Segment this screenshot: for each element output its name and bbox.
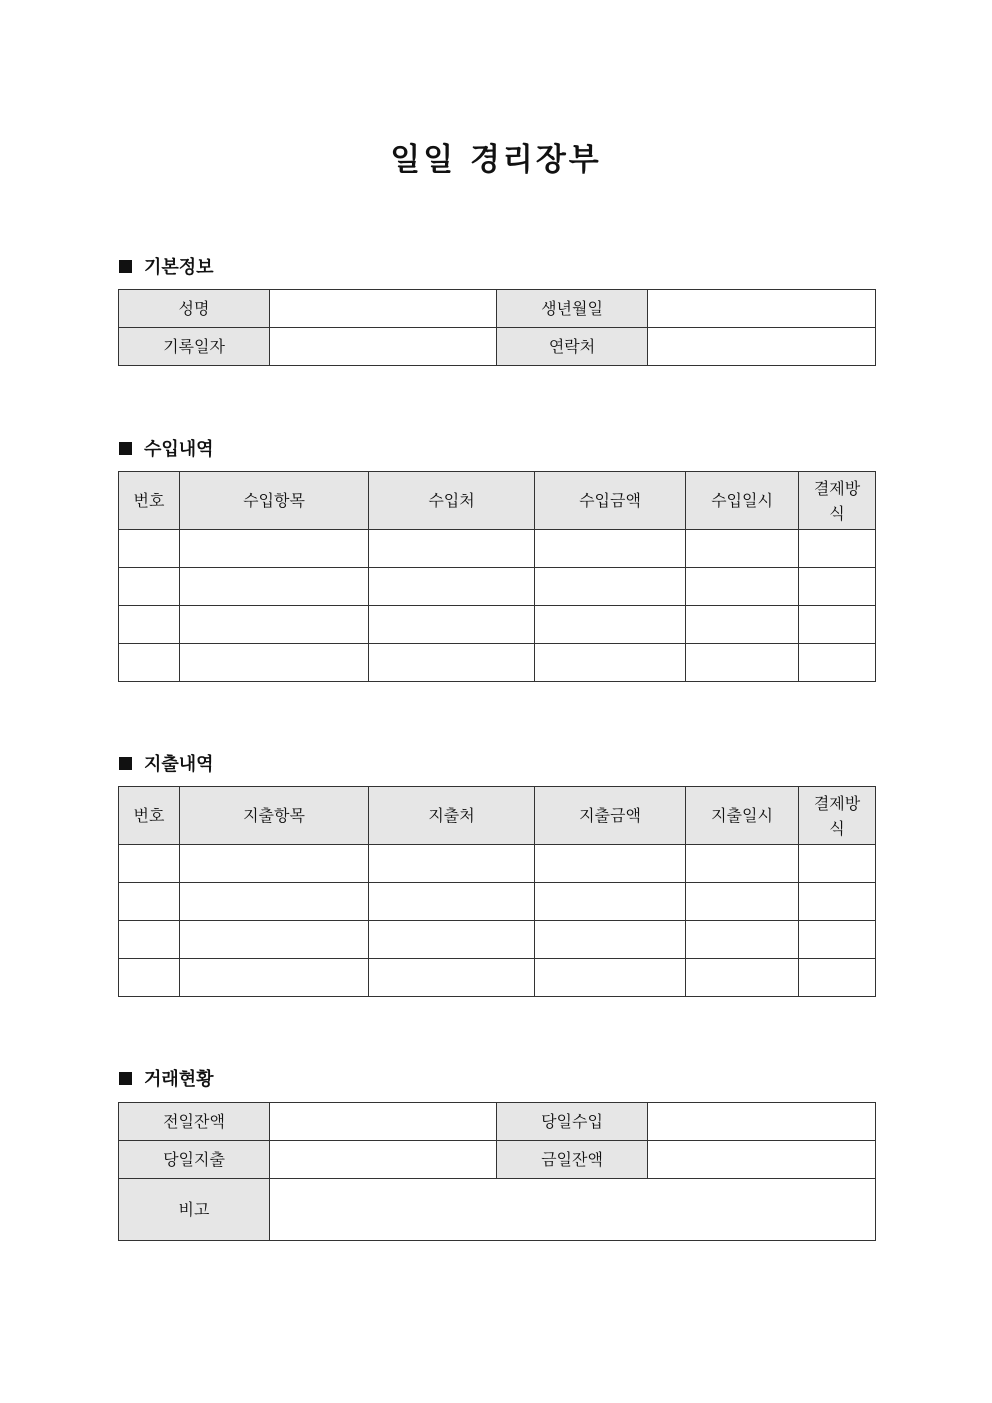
table-cell[interactable]: [180, 883, 369, 921]
income-col-source: 수입처: [369, 472, 535, 530]
expense-col-payment-method: 결제방식: [799, 787, 876, 845]
square-bullet-icon: [119, 260, 132, 273]
table-cell[interactable]: [535, 921, 686, 959]
day-income-label: 당일수입: [497, 1103, 648, 1141]
table-row: [119, 568, 876, 606]
prev-balance-field[interactable]: [270, 1103, 497, 1141]
section-transaction-status: [119, 1065, 214, 1091]
table-row: [119, 530, 876, 568]
section-basic-info: [119, 253, 214, 279]
table-cell[interactable]: [799, 959, 876, 997]
income-col-payment-method: 결제방식: [799, 472, 876, 530]
table-cell[interactable]: [119, 568, 180, 606]
table-cell[interactable]: [535, 959, 686, 997]
income-col-number: 번호: [119, 472, 180, 530]
table-cell[interactable]: [369, 883, 535, 921]
birth-label: 생년월일: [497, 290, 648, 328]
table-row: [119, 644, 876, 682]
table-cell[interactable]: [369, 959, 535, 997]
table-cell[interactable]: [119, 845, 180, 883]
table-cell[interactable]: [686, 883, 799, 921]
table-row: [119, 921, 876, 959]
section-income: [119, 435, 214, 461]
record-date-field[interactable]: [270, 328, 497, 366]
table-cell[interactable]: [180, 959, 369, 997]
table-cell[interactable]: [535, 883, 686, 921]
section-expense: [119, 750, 214, 776]
note-field[interactable]: [270, 1179, 876, 1241]
table-cell[interactable]: [180, 845, 369, 883]
table-cell[interactable]: [119, 644, 180, 682]
table-row: [119, 606, 876, 644]
income-table: [118, 471, 876, 682]
income-col-datetime: 수입일시: [686, 472, 799, 530]
table-cell[interactable]: [369, 606, 535, 644]
table-cell[interactable]: [799, 568, 876, 606]
table-cell[interactable]: [799, 845, 876, 883]
table-cell[interactable]: [119, 959, 180, 997]
prev-balance-label: 전일잔액: [119, 1103, 270, 1141]
table-cell[interactable]: [119, 921, 180, 959]
table-cell[interactable]: [369, 845, 535, 883]
expense-col-amount: 지출금액: [535, 787, 686, 845]
day-income-field[interactable]: [648, 1103, 876, 1141]
table-cell[interactable]: [535, 845, 686, 883]
basic-info-table: [118, 289, 876, 366]
table-cell[interactable]: [686, 644, 799, 682]
expense-col-payee: 지출처: [369, 787, 535, 845]
transaction-status-table: [118, 1102, 876, 1241]
table-row: [119, 845, 876, 883]
expense-col-datetime: 지출일시: [686, 787, 799, 845]
day-expense-label: 당일지출: [119, 1141, 270, 1179]
table-cell[interactable]: [369, 644, 535, 682]
table-cell[interactable]: [799, 883, 876, 921]
section-heading: 기본정보: [144, 257, 214, 278]
table-cell[interactable]: [686, 959, 799, 997]
income-col-amount: 수입금액: [535, 472, 686, 530]
table-cell[interactable]: [535, 644, 686, 682]
table-cell[interactable]: [799, 644, 876, 682]
note-label: 비고: [119, 1179, 270, 1241]
table-cell[interactable]: [119, 530, 180, 568]
table-cell[interactable]: [535, 606, 686, 644]
expense-table: [118, 786, 876, 997]
expense-col-number: 번호: [119, 787, 180, 845]
table-cell[interactable]: [180, 530, 369, 568]
table-cell[interactable]: [535, 568, 686, 606]
table-cell[interactable]: [180, 606, 369, 644]
table-cell[interactable]: [686, 530, 799, 568]
contact-field[interactable]: [648, 328, 876, 366]
name-label: 성명: [119, 290, 270, 328]
table-row: [119, 883, 876, 921]
table-cell[interactable]: [535, 530, 686, 568]
contact-label: 연락처: [497, 328, 648, 366]
birth-field[interactable]: [648, 290, 876, 328]
table-row: [119, 959, 876, 997]
square-bullet-icon: [119, 1072, 132, 1085]
table-cell[interactable]: [686, 921, 799, 959]
record-date-label: 기록일자: [119, 328, 270, 366]
today-balance-label: 금일잔액: [497, 1141, 648, 1179]
table-cell[interactable]: [180, 921, 369, 959]
today-balance-field[interactable]: [648, 1141, 876, 1179]
name-field[interactable]: [270, 290, 497, 328]
table-cell[interactable]: [799, 921, 876, 959]
page-title: 일일 경리장부: [390, 142, 602, 178]
table-cell[interactable]: [119, 606, 180, 644]
day-expense-field[interactable]: [270, 1141, 497, 1179]
section-heading: 수입내역: [144, 439, 214, 460]
table-cell[interactable]: [180, 568, 369, 606]
table-cell[interactable]: [369, 568, 535, 606]
table-cell[interactable]: [799, 606, 876, 644]
section-heading: 지출내역: [144, 754, 214, 775]
table-cell[interactable]: [369, 921, 535, 959]
table-cell[interactable]: [369, 530, 535, 568]
income-col-item: 수입항목: [180, 472, 369, 530]
square-bullet-icon: [119, 442, 132, 455]
table-cell[interactable]: [686, 845, 799, 883]
table-cell[interactable]: [799, 530, 876, 568]
section-heading: 거래현황: [144, 1069, 214, 1090]
table-cell[interactable]: [686, 606, 799, 644]
expense-col-item: 지출항목: [180, 787, 369, 845]
table-cell[interactable]: [686, 568, 799, 606]
square-bullet-icon: [119, 757, 132, 770]
table-cell[interactable]: [119, 883, 180, 921]
table-cell[interactable]: [180, 644, 369, 682]
